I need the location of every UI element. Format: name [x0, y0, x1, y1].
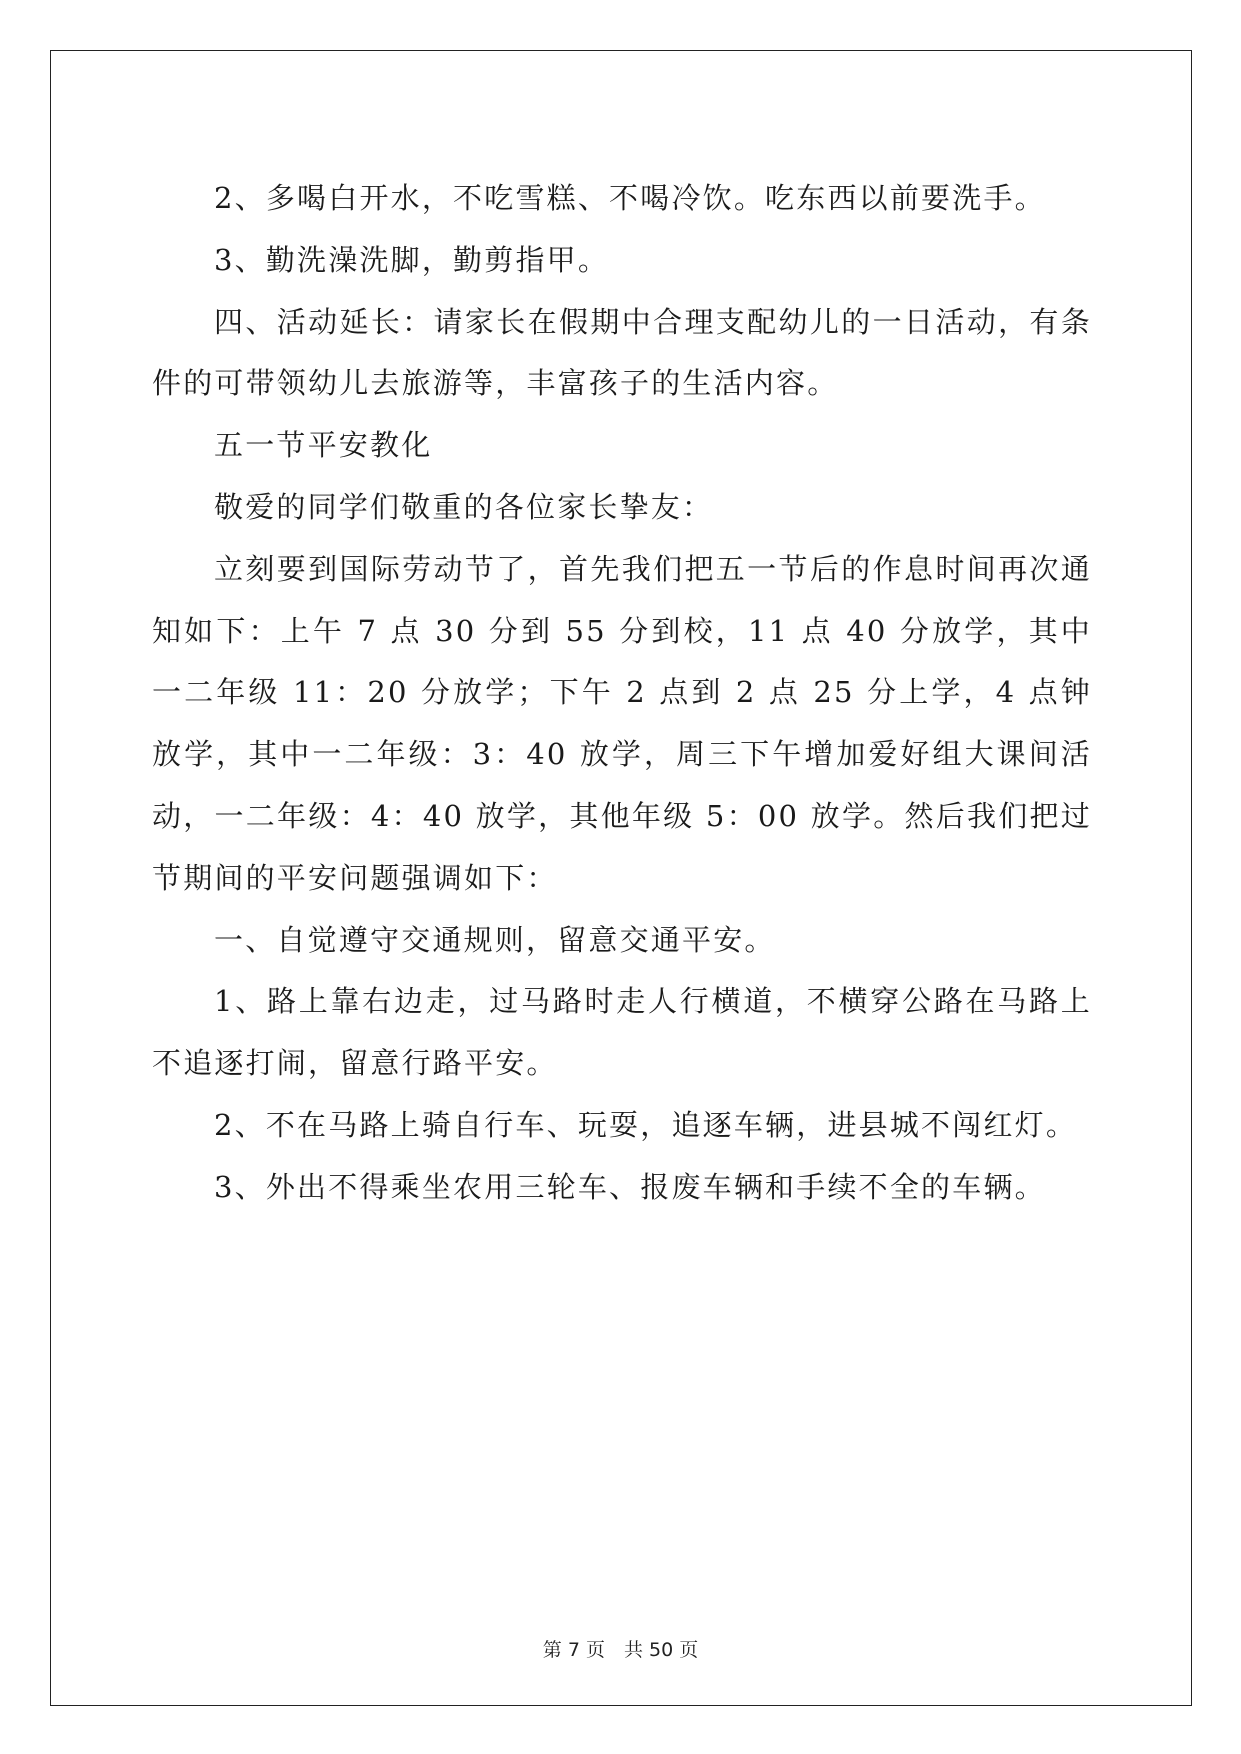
paragraph: 3、勤洗澡洗脚，勤剪指甲。 [214, 242, 610, 277]
document-body [152, 168, 1092, 1219]
page-number: 第 7 页 共 50 页 [542, 1639, 699, 1661]
salutation: 敬爱的同学们敬重的各位家长挚友： [214, 489, 714, 524]
paragraph: 1、路上靠右边走，过马路时走人行横道，不横穿公路在马路上不追逐打闹，留意行路平安。 [152, 984, 1092, 1081]
paragraph: 2、不在马路上骑自行车、玩耍，追逐车辆，进县城不闯红灯。 [214, 1107, 1078, 1142]
section-heading: 五一节平安教化 [214, 428, 433, 463]
paragraph: 3、外出不得乘坐农用三轮车、报废车辆和手续不全的车辆。 [214, 1169, 1046, 1204]
paragraph: 立刻要到国际劳动节了，首先我们把五一节后的作息时间再次通知如下：上午 7 点 30 分到 55 分到校，11 点 40 分放学，其中一二年级 11：20 分放学；下午 2 点到 2 点 25 分上学，4 点钟放学，其中一二年级：3：40 放学，周三下午增加爱好组大课间活动，一二年级：4：40 放学，其他年级 5：00 放学。然后我们把过节期间的平安问题强调如下： [152, 551, 1092, 895]
paragraph: 四、活动延长：请家长在假期中合理支配幼儿的一日活动，有条件的可带领幼儿去旅游等，丰富孩子的生活内容。 [152, 304, 1092, 401]
paragraph: 2、多喝白开水，不吃雪糕、不喝冷饮。吃东西以前要洗手。 [214, 181, 1046, 215]
paragraph: 一、自觉遵守交通规则，留意交通平安。 [214, 922, 776, 957]
